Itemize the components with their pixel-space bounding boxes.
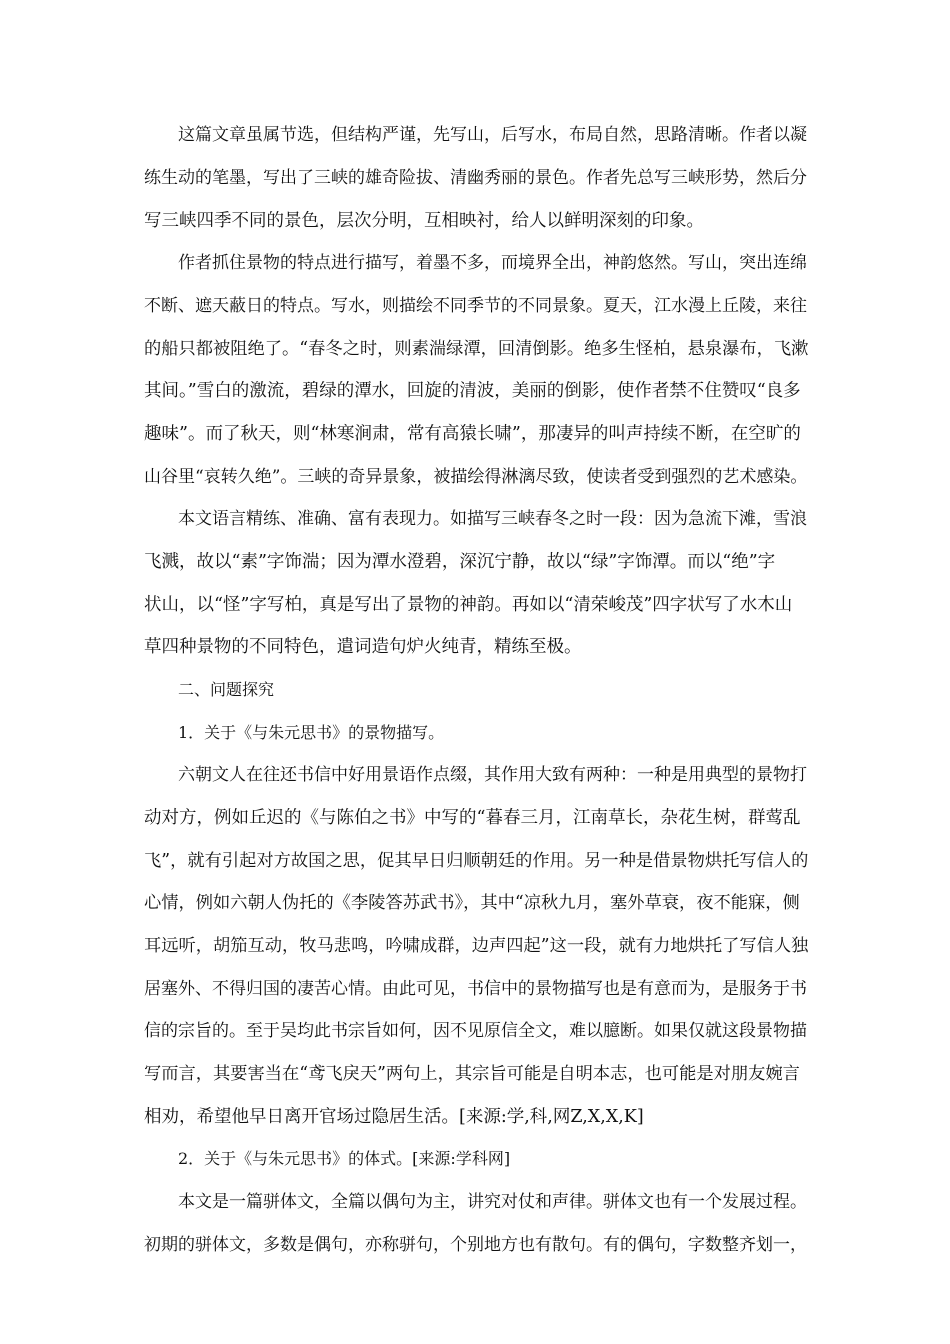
paragraph-4-line-9: 相劝，希望他早日离开官场过隐居生活。[来源:学,科,网Z,X,X,K]: [144, 1107, 644, 1127]
paragraph-4-line-6: 居塞外、不得归国的凄苦心情。由此可见，书信中的景物描写也是有意而为，是服务于书: [144, 979, 807, 999]
paragraph-5-line-2: 初期的骈体文，多数是偶句，亦称骈句，个别地方也有散句。有的偶句，字数整齐划一，: [144, 1235, 807, 1255]
paragraph-2-line-4: 其间。”雪白的激流，碧绿的潭水，回旋的清波，美丽的倒影，使作者禁不住赞叹“良多: [144, 381, 801, 401]
paragraph-5-line-1: 本文是一篇骈体文，全篇以偶句为主，讲究对仗和声律。骈体文也有一个发展过程。: [178, 1192, 807, 1212]
paragraph-3-line-1: 本文语言精练、准确、富有表现力。如描写三峡春冬之时一段：因为急流下滩，雪浪: [178, 509, 807, 529]
paragraph-3-line-4: 草四种景物的不同特色，遣词造句炉火纯青，精练至极。: [144, 637, 582, 657]
paragraph-4-line-4: 心情，例如六朝人伪托的《李陵答苏武书》，其中“凉秋九月，塞外草衰，夜不能寐，侧: [144, 893, 800, 913]
paragraph-4-line-3: 飞”，就有引起对方故国之思，促其早日归顺朝廷的作用。另一种是借景物烘托写信人的: [144, 851, 809, 871]
paragraph-2-line-2: 不断、遮天蔽日的特点。写水，则描绘不同季节的不同景象。夏天，江水漫上丘陵，来往: [144, 296, 807, 316]
paragraph-4-line-2: 动对方，例如丘迟的《与陈伯之书》中写的“暮春三月，江南草长，杂花生树，群莺乱: [144, 808, 801, 828]
paragraph-4-line-7: 信的宗旨的。至于吴均此书宗旨如何，因不见原信全文，难以臆断。如果仅就这段景物描: [144, 1021, 807, 1041]
paragraph-3-line-2: 飞溅，故以“素”字饰湍；因为潭水澄碧，深沉宁静，故以“绿”字饰潭。而以“绝”字: [144, 552, 776, 572]
paragraph-3-line-3: 状山，以“怪”字写柏，真是写出了景物的神韵。再如以“清荣峻茂”四字状写了水木山: [144, 595, 793, 615]
paragraph-2-line-6: 山谷里“哀转久绝”。三峡的奇异景象，被描绘得淋漓尽致，使读者受到强烈的艺术感染。: [144, 467, 808, 487]
paragraph-1-line-3: 写三峡四季不同的景色，层次分明，互相映衬，给人以鲜明深刻的印象。: [144, 211, 704, 231]
paragraph-4-line-1: 六朝文人在往还书信中好用景语作点缀，其作用大致有两种：一种是用典型的景物打: [178, 765, 807, 785]
paragraph-1-line-1: 这篇文章虽属节选，但结构严谨，先写山，后写水，布局自然，思路清晰。作者以凝: [178, 125, 807, 145]
section-heading: 二、问题探究: [178, 680, 275, 699]
paragraph-2-line-5: 趣味”。而了秋天，则“林寒涧肃，常有高猿长啸”，那凄异的叫声持续不断，在空旷的: [144, 424, 801, 444]
paragraph-2-line-1: 作者抓住景物的特点进行描写，着墨不多，而境界全出，神韵悠然。写山，突出连绵: [178, 253, 807, 273]
paragraph-4-line-8: 写而言，其要害当在“鸢飞戾天”两句上，其宗旨可能是自明本志，也可能是对朋友婉言: [144, 1064, 800, 1084]
paragraph-4-line-5: 耳远听，胡笳互动，牧马悲鸣，吟啸成群，边声四起”这一段，就有力地烘托了写信人独: [144, 936, 809, 956]
paragraph-2-line-3: 的船只都被阻绝了。“春冬之时，则素湍绿潭，回清倒影。绝多生怪柏，悬泉瀑布，飞漱: [144, 339, 809, 359]
subheading-2: 2．关于《与朱元思书》的体式。[来源:学科网]: [178, 1149, 511, 1168]
paragraph-1-line-2: 练生动的笔墨，写出了三峡的雄奇险拔、清幽秀丽的景色。作者先总写三峡形势，然后分: [144, 168, 807, 188]
subheading-1: 1．关于《与朱元思书》的景物描写。: [178, 723, 445, 742]
